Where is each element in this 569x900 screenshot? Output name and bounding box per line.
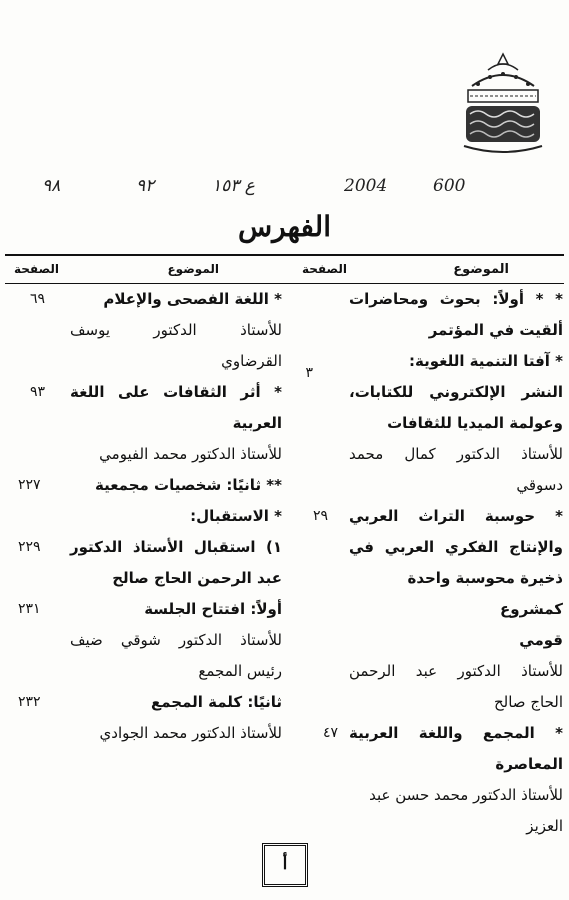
toc-entry-line: العزيز [526,817,563,835]
toc-entry-line: عبد الرحمن الحاج صالح [112,569,282,587]
toc-entry-line: والإنتاج الفكري العربي في [349,538,563,556]
toc-entry-line: وعولمة الميديا للثقافات [387,414,563,432]
header-rule-top [5,254,564,256]
toc-entry [349,656,563,718]
toc-page-number: ٦٩ [30,291,46,307]
toc-entry-line: * الاستقبال: [190,507,282,525]
toc-entry-line: ١) استقبال الأستاذ الدكتور [70,538,282,556]
toc-entry-line: * * أولاً: بحوث ومحاضرات [349,290,563,308]
toc-entry [30,284,282,315]
toc-entry-line: أولاً: افتتاح الجلسة [144,600,282,618]
toc-entry [312,501,563,656]
toc-entry [18,594,282,625]
toc-entry [349,439,563,501]
toc-entry-line: للأستاذ الدكتور يوسف [70,321,282,339]
toc-entry-line: للأستاذ الدكتور محمد الفيومي [99,445,282,463]
page-title: الفهرس [237,210,331,243]
toc-entry [349,780,563,842]
toc-entry-line: * حوسبة التراث العربي [349,507,563,525]
toc-entry [70,315,282,377]
toc-entry-line: * آفتا التنمية اللغوية: [408,352,563,370]
toc-entry-line: ثانيًا: كلمة المجمع [150,693,282,711]
header-left-page: الصفحة [14,262,60,276]
handwritten-note: ٩٢ [136,176,155,196]
toc-entry [70,439,282,470]
toc-entry-line: قومي [519,631,563,649]
header-right-page: الصفحة [301,262,347,276]
toc-entry-line: رئيس المجمع [198,662,282,680]
toc-entry-line: * المجمع واللغة العربية [349,724,563,742]
handwritten-note: 600 [433,176,466,196]
handwritten-note: ع ١٥٣ [212,176,255,196]
page-number: أ [262,843,308,887]
toc-page-number: ٣ [305,365,313,381]
toc-entry [18,532,282,594]
toc-entry-line: ألقيت في المؤتمر [428,321,563,339]
toc-right-column [305,284,563,842]
toc-page-number: ٤٧ [322,725,338,741]
toc-entry-line: للأستاذ الدكتور عبد الرحمن [349,662,563,680]
toc-entry-line: المعاصرة [495,755,563,773]
toc-entry [70,501,282,532]
toc-entry-line: للأستاذ الدكتور محمد الجوادي [99,724,282,742]
toc-entry-line: * اللغة الفصحى والإعلام [103,290,282,308]
toc-entry [70,625,282,687]
toc-entry [70,718,282,749]
toc-page-number: ٢٣١ [18,601,41,617]
toc-page-number: ٢٩ [312,508,328,524]
toc-entry-line: العربية [232,414,282,432]
handwritten-note: 2004 [344,176,388,196]
toc-entry [349,284,563,346]
handwritten-note: ٩٨ [42,176,61,196]
toc-entry-line: ذخيرة محوسبة واحدة كمشروع [407,569,563,618]
toc-entry-line: للأستاذ الدكتور شوقي ضيف [70,631,282,649]
toc-entry [322,718,563,780]
toc-entry-line: الحاج صالح [493,693,563,711]
toc-entry-line: دسوقي [516,476,563,494]
toc-entry-line: للأستاذ الدكتور كمال محمد [349,445,563,463]
emblem-seal-icon [458,50,548,158]
header-left-topic: الموضوع [167,262,219,276]
toc-left-column [18,284,282,749]
toc-page-number: ٢٣٢ [18,694,41,710]
toc-page-number: ٢٢٧ [18,477,41,493]
toc-entry-line: النشر الإلكتروني للكتابات، [349,383,563,401]
toc-entry [18,687,282,718]
header-right-topic: الموضوع [453,262,509,277]
toc-page-number: ٩٣ [30,384,46,400]
toc-entry-line: القرضاوي [221,352,282,370]
toc-entry-line: للأستاذ الدكتور محمد حسن عبد [369,786,563,804]
toc-entry-line: ** ثانيًا: شخصيات مجمعية [94,476,282,494]
toc-page-number: ٢٢٩ [18,539,41,555]
toc-entry [305,346,563,439]
toc-entry-line: * أثر الثقافات على اللغة [70,383,282,401]
toc-entry [30,377,282,439]
toc-entry [18,470,282,501]
